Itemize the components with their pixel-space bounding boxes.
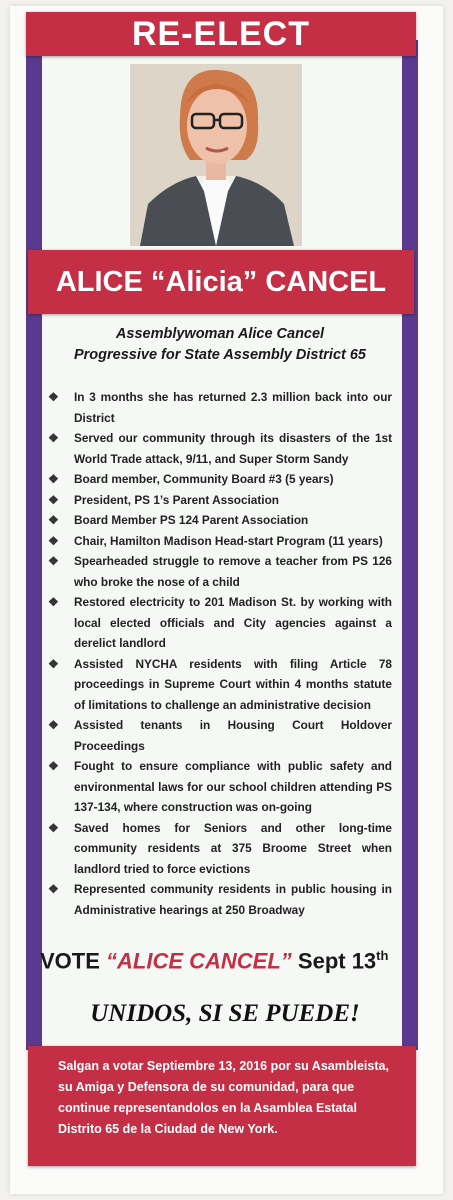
- diamond-bullet-icon: ❖: [48, 472, 59, 486]
- list-item: ❖ In 3 months she has returned 2.3 million back into our District: [46, 387, 392, 428]
- list-item: ❖ President, PS 1’s Parent Association: [46, 490, 392, 511]
- diamond-bullet-icon: ❖: [48, 390, 59, 404]
- diamond-bullet-icon: ❖: [48, 554, 59, 568]
- diamond-bullet-icon: ❖: [48, 820, 59, 835]
- candidate-name-banner: [28, 250, 414, 314]
- candidate-photo: [130, 64, 302, 246]
- list-item: ❖ Assisted tenants in Housing Court Holdover Proceedings: [46, 715, 392, 756]
- list-item: ❖ Assisted NYCHA residents with filing Article 78 proceedings in Supreme Court within 4 months statute of limitations to challenge an administrative decision: [46, 654, 392, 716]
- diamond-bullet-icon: ❖: [48, 492, 59, 507]
- vote-prefix: VOTE: [40, 948, 107, 974]
- vote-line: [40, 948, 410, 974]
- candidate-name: ALICE “Alicia” CANCEL: [55, 266, 387, 298]
- slogan: UNIDOS, SI SE PUEDE!: [90, 1000, 360, 1027]
- footer-text: Salgan a votar Septiembre 13, 2016 por su Asambleista, su Amiga y Defensora de su comunidad, para que continue representandolos en la Asamblea Estatal Distrito 65 de la Ciudad de New York.: [58, 1059, 389, 1136]
- subtitle-block: [50, 324, 390, 366]
- list-item: ❖ Board member, Community Board #3 (5 years): [46, 469, 392, 490]
- list-item: ❖ Spearheaded struggle to remove a teacher from PS 126 who broke the nose of a child: [46, 551, 392, 592]
- accomplishments-list: [46, 387, 392, 920]
- diamond-bullet-icon: ❖: [48, 656, 59, 671]
- vote-date: Sept 13: [291, 948, 377, 974]
- vote-date-suffix: th: [376, 948, 389, 963]
- list-item: ❖ Served our community through its disasters of the 1st World Trade attack, 9/11, and Super Storm Sandy: [46, 428, 392, 469]
- spanish-footer-banner: [28, 1046, 416, 1166]
- list-item: ❖ Represented community residents in public housing in Administrative hearings at 250 Broadway: [46, 879, 392, 920]
- vote-candidate: “ALICE CANCEL”: [106, 948, 292, 974]
- list-item: ❖ Fought to ensure compliance with public safety and environmental laws for our school children attending PS 137-134, where construction was on-going: [46, 756, 392, 818]
- re-elect-banner: [26, 12, 416, 56]
- diamond-bullet-icon: ❖: [48, 759, 59, 773]
- re-elect-title: RE-ELECT: [132, 15, 310, 53]
- candidate-portrait-image: [130, 64, 302, 246]
- list-item: ❖ Chair, Hamilton Madison Head-start Program (11 years): [46, 531, 392, 552]
- list-item: ❖ Saved homes for Seniors and other long-time community residents at 375 Broome Street when landlord tried to force evictions: [46, 818, 392, 880]
- list-item: ❖ Board Member PS 124 Parent Association: [46, 510, 392, 531]
- diamond-bullet-icon: ❖: [48, 513, 59, 527]
- diamond-bullet-icon: ❖: [48, 882, 59, 896]
- list-item: ❖ Restored electricity to 201 Madison St. by working with local elected officials and City agencies against a derelict landlord: [46, 592, 392, 654]
- subtitle-line-1: Assemblywoman Alice Cancel: [115, 326, 325, 342]
- diamond-bullet-icon: ❖: [48, 718, 59, 732]
- diamond-bullet-icon: ❖: [48, 431, 59, 445]
- subtitle-line-2: Progressive for State Assembly District 65: [73, 347, 366, 363]
- diamond-bullet-icon: ❖: [48, 595, 59, 609]
- diamond-bullet-icon: ❖: [48, 533, 59, 548]
